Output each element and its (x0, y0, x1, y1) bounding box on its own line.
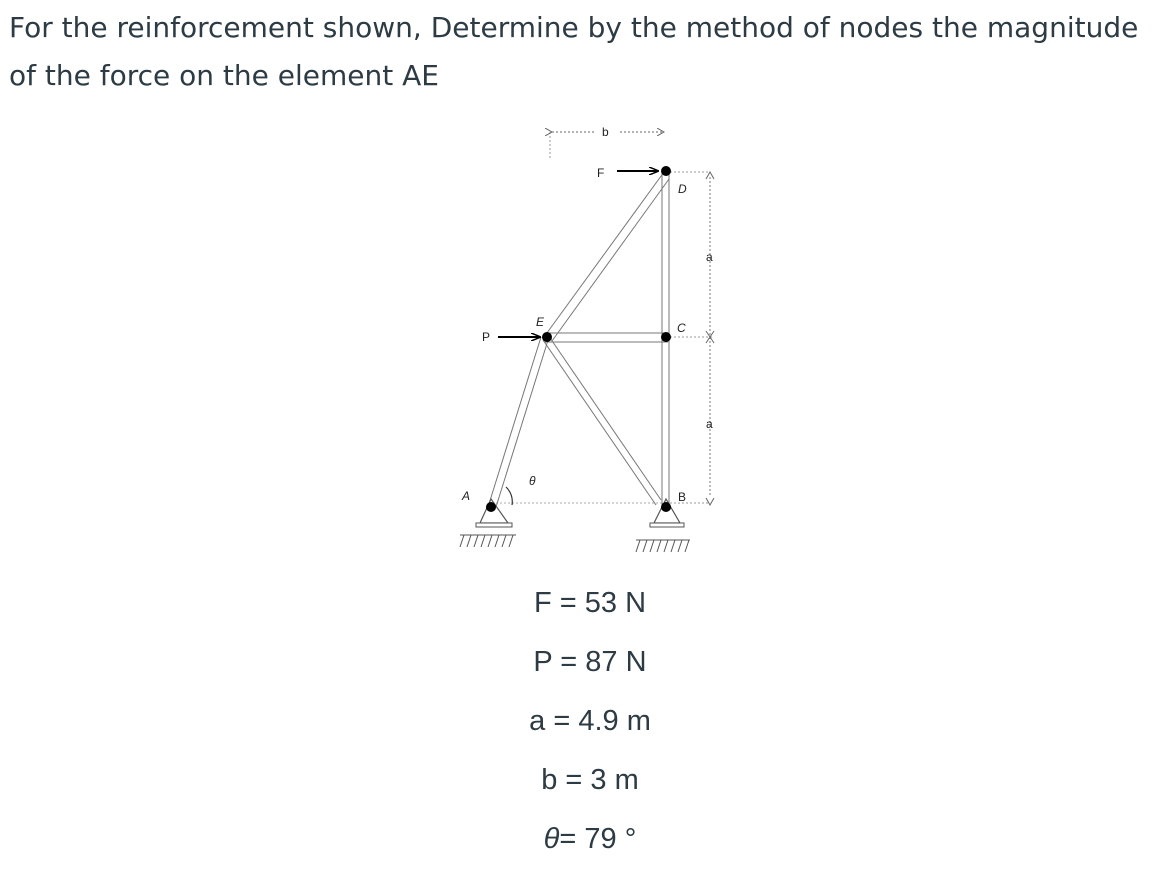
value-p-rest: = 87 N (552, 646, 647, 678)
label-d: D (678, 182, 687, 196)
value-a (440, 698, 740, 757)
label-c: C (677, 321, 686, 335)
value-a-rest: = 4.9 m (545, 705, 651, 737)
label-f: F (597, 166, 605, 180)
label-b: b (602, 125, 609, 139)
value-f-rest: = 53 N (551, 587, 647, 619)
truss-diagram (440, 115, 740, 565)
label-e: E (536, 315, 545, 329)
theta-arc (506, 487, 512, 505)
value-b-rest: = 3 m (557, 764, 639, 796)
label-p: P (482, 330, 491, 344)
value-theta-rest: = 79 ° (559, 823, 637, 855)
value-theta (440, 816, 740, 875)
given-values (440, 580, 740, 875)
value-theta-symbol: θ (543, 823, 560, 855)
label-a-lower: a (706, 417, 713, 431)
value-f-symbol: F (533, 587, 552, 619)
value-b (440, 757, 740, 816)
label-theta: θ (529, 474, 536, 488)
label-a-upper: a (706, 250, 713, 264)
value-a-symbol: a (529, 705, 546, 737)
value-f (440, 580, 740, 639)
label-b-joint: B (678, 490, 687, 504)
support-a (460, 499, 516, 547)
value-p (440, 639, 740, 698)
support-b (636, 499, 690, 552)
dimension-b (550, 125, 664, 160)
value-p-symbol: P (533, 646, 553, 678)
joint-d (661, 166, 671, 176)
dimension-a (670, 172, 714, 505)
truss-members (488, 172, 669, 507)
value-b-symbol: b (541, 764, 558, 796)
joint-e (542, 332, 552, 342)
joint-c (661, 332, 671, 342)
question-text: For the reinforcement shown, Determine by the method of nodes the magnitude of the force on the element AE (9, 11, 1139, 92)
label-a-joint: A (462, 489, 471, 503)
